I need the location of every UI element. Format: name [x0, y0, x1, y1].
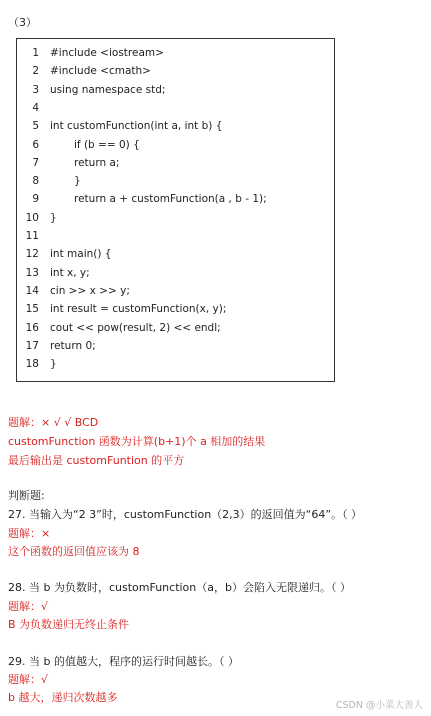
code-text: int customFunction(int a, int b) {: [50, 120, 223, 133]
code-line: [17, 227, 334, 245]
code-line: [17, 81, 334, 99]
code-line: [17, 136, 334, 154]
line-number: 5: [32, 120, 39, 133]
code-line: [17, 117, 334, 135]
code-line: [17, 99, 334, 117]
question-29-answer: 题解：√: [8, 673, 49, 686]
question-27-answer: 题解：×: [8, 527, 51, 540]
code-line: [17, 154, 334, 172]
code-text: int main() {: [50, 248, 112, 261]
question-29: 29. 当 b 的值越大，程序的运行时间越长。（ ）: [8, 655, 239, 668]
line-number: 1: [32, 47, 39, 59]
code-line: [17, 44, 334, 62]
code-text: int result = customFunction(x, y);: [50, 303, 227, 316]
line-number: 9: [32, 193, 39, 206]
answer-explanation-1: customFunction 函数为计算(b+1)个 a 相加的结果: [8, 435, 266, 448]
code-text: return a + customFunction(a , b - 1);: [74, 193, 267, 206]
question-29-explanation: b 越大，递归次数越多: [8, 691, 118, 704]
code-text: #include <cmath>: [50, 65, 151, 78]
line-number: 8: [32, 175, 39, 188]
answer-explanation-2: 最后输出是 customFuntion 的平方: [8, 454, 185, 467]
code-line: [17, 337, 334, 355]
code-text: #include <iostream>: [50, 47, 164, 59]
code-text: if (b == 0) {: [74, 138, 140, 151]
code-line: [17, 282, 334, 300]
line-number: 11: [25, 230, 39, 242]
code-text: int x, y;: [50, 266, 90, 279]
question-28-explanation: B 为负数递归无终止条件: [8, 618, 130, 631]
code-text: using namespace std;: [50, 83, 166, 96]
section-number: （3）: [8, 16, 37, 29]
code-line: [17, 319, 334, 337]
line-number: 13: [25, 266, 39, 279]
line-number: 6: [32, 138, 39, 151]
code-line: [17, 172, 334, 190]
question-27-explanation: 这个函数的返回值应该为 8: [8, 545, 140, 558]
judge-section-title: 判断题:: [8, 489, 45, 502]
line-number: 10: [25, 211, 39, 224]
code-line: [17, 209, 334, 227]
code-listing: [16, 38, 335, 382]
code-line: [17, 355, 334, 373]
line-number: 2: [32, 65, 39, 78]
line-number: 7: [32, 156, 39, 169]
question-27: 27. 当输入为“2 3”时，customFunction（2,3）的返回值为“64”。（ ）: [8, 508, 363, 521]
code-line: [17, 300, 334, 318]
code-line: [17, 62, 334, 80]
code-text: return 0;: [50, 339, 96, 352]
line-number: 14: [25, 284, 39, 297]
code-text: }: [74, 175, 81, 188]
code-line: [17, 190, 334, 208]
code-line: [17, 245, 334, 263]
watermark: CSDN @小菜大善人: [335, 700, 423, 711]
code-text: }: [50, 358, 57, 371]
line-number: 17: [25, 339, 39, 352]
code-text: cin >> x >> y;: [50, 284, 130, 297]
code-text: }: [50, 211, 57, 224]
question-28: 28. 当 b 为负数时，customFunction（a，b）会陷入无限递归。（ ）: [8, 581, 351, 594]
answer-summary: 题解：× √ √ BCD: [8, 416, 99, 429]
line-number: 4: [32, 101, 39, 114]
line-number: 15: [25, 303, 39, 316]
code-line: [17, 264, 334, 282]
code-text: return a;: [74, 156, 120, 169]
code-text: cout << pow(result, 2) << endl;: [50, 321, 221, 334]
question-28-answer: 题解：√: [8, 600, 49, 613]
line-number: 12: [25, 248, 39, 261]
line-number: 3: [32, 83, 39, 96]
line-number: 16: [25, 321, 39, 334]
line-number: 18: [25, 358, 39, 371]
